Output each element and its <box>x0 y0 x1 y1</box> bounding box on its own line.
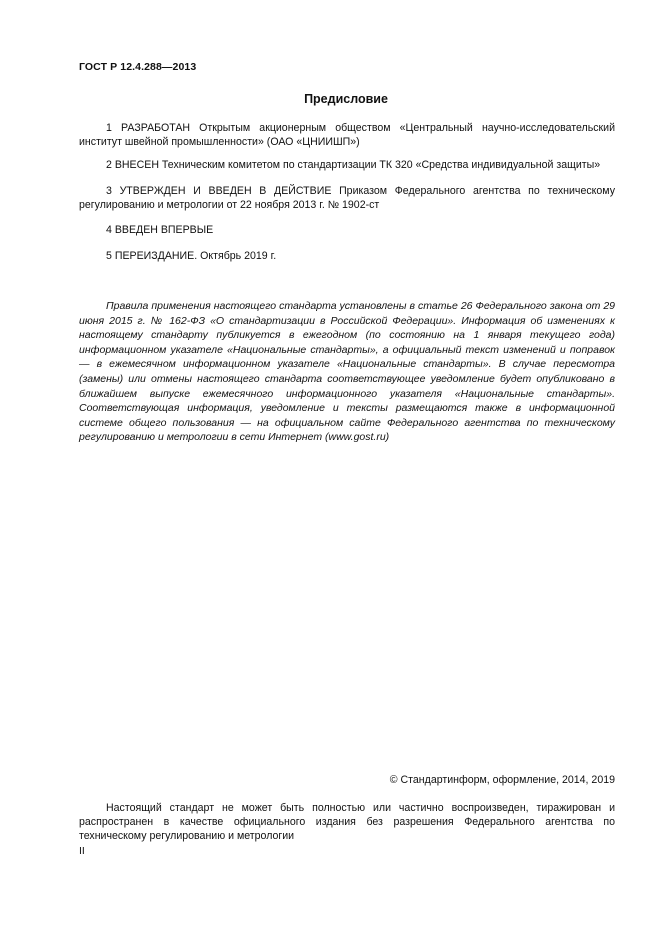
preface-item-3: 3 УТВЕРЖДЕН И ВВЕДЕН В ДЕЙСТВИЕ Приказом Федерального агентства по техническому регулированию и метрологии от 22 ноября 2013 г. № 1902-ст <box>79 185 615 211</box>
preface-item-5: 5 ПЕРЕИЗДАНИЕ. Октябрь 2019 г. <box>106 250 277 262</box>
preface-title: Предисловие <box>304 92 388 106</box>
preface-item-1: 1 РАЗРАБОТАН Открытым акционерным обществом «Центральный научно-исследовательский институт швейной промышленности» (ОАО «ЦНИИШП») <box>79 122 615 148</box>
preface-item-4: 4 ВВЕДЕН ВПЕРВЫЕ <box>106 224 214 236</box>
application-rules-notice: Правила применения настоящего стандарта установлены в статье 26 Федерального закона от 29 июня 2015 г. № 162-ФЗ «О стандартизации в Российской Федерации». Информация об изменениях к настоящему стандарту публикуется в ежегодном (по состоянию на 1 января текущего года) информационном указателе «Национальные стандарты», а официальный текст изменений и поправок — в ежемесячном информационном указателе «Национальные стандарты». В случае пересмотра (замены) или отмены настоящего стандарта соответствующее уведомление будет опубликовано в ближайшем выпуске ежемесячного информационного указателя «Национальные стандарты». Соответствующая информация, уведомление и тексты размещаются также в информационной системе общего пользования — на официальном сайте Федерального агентства по техническому регулированию и метрологии в сети Интернет (www.gost.ru) <box>79 300 615 444</box>
reproduction-notice: Настоящий стандарт не может быть полностью или частично воспроизведен, тиражирован и распространен в качестве официального издания без разрешения Федерального агентства по техническому регулированию и метрологии <box>79 802 615 842</box>
copyright-line: © Стандартинформ, оформление, 2014, 2019 <box>389 774 615 786</box>
page-number: II <box>79 845 85 857</box>
standard-code: ГОСТ Р 12.4.288—2013 <box>79 61 197 73</box>
preface-item-2: 2 ВНЕСЕН Техническим комитетом по стандартизации ТК 320 «Средства индивидуальной защиты» <box>106 159 601 171</box>
